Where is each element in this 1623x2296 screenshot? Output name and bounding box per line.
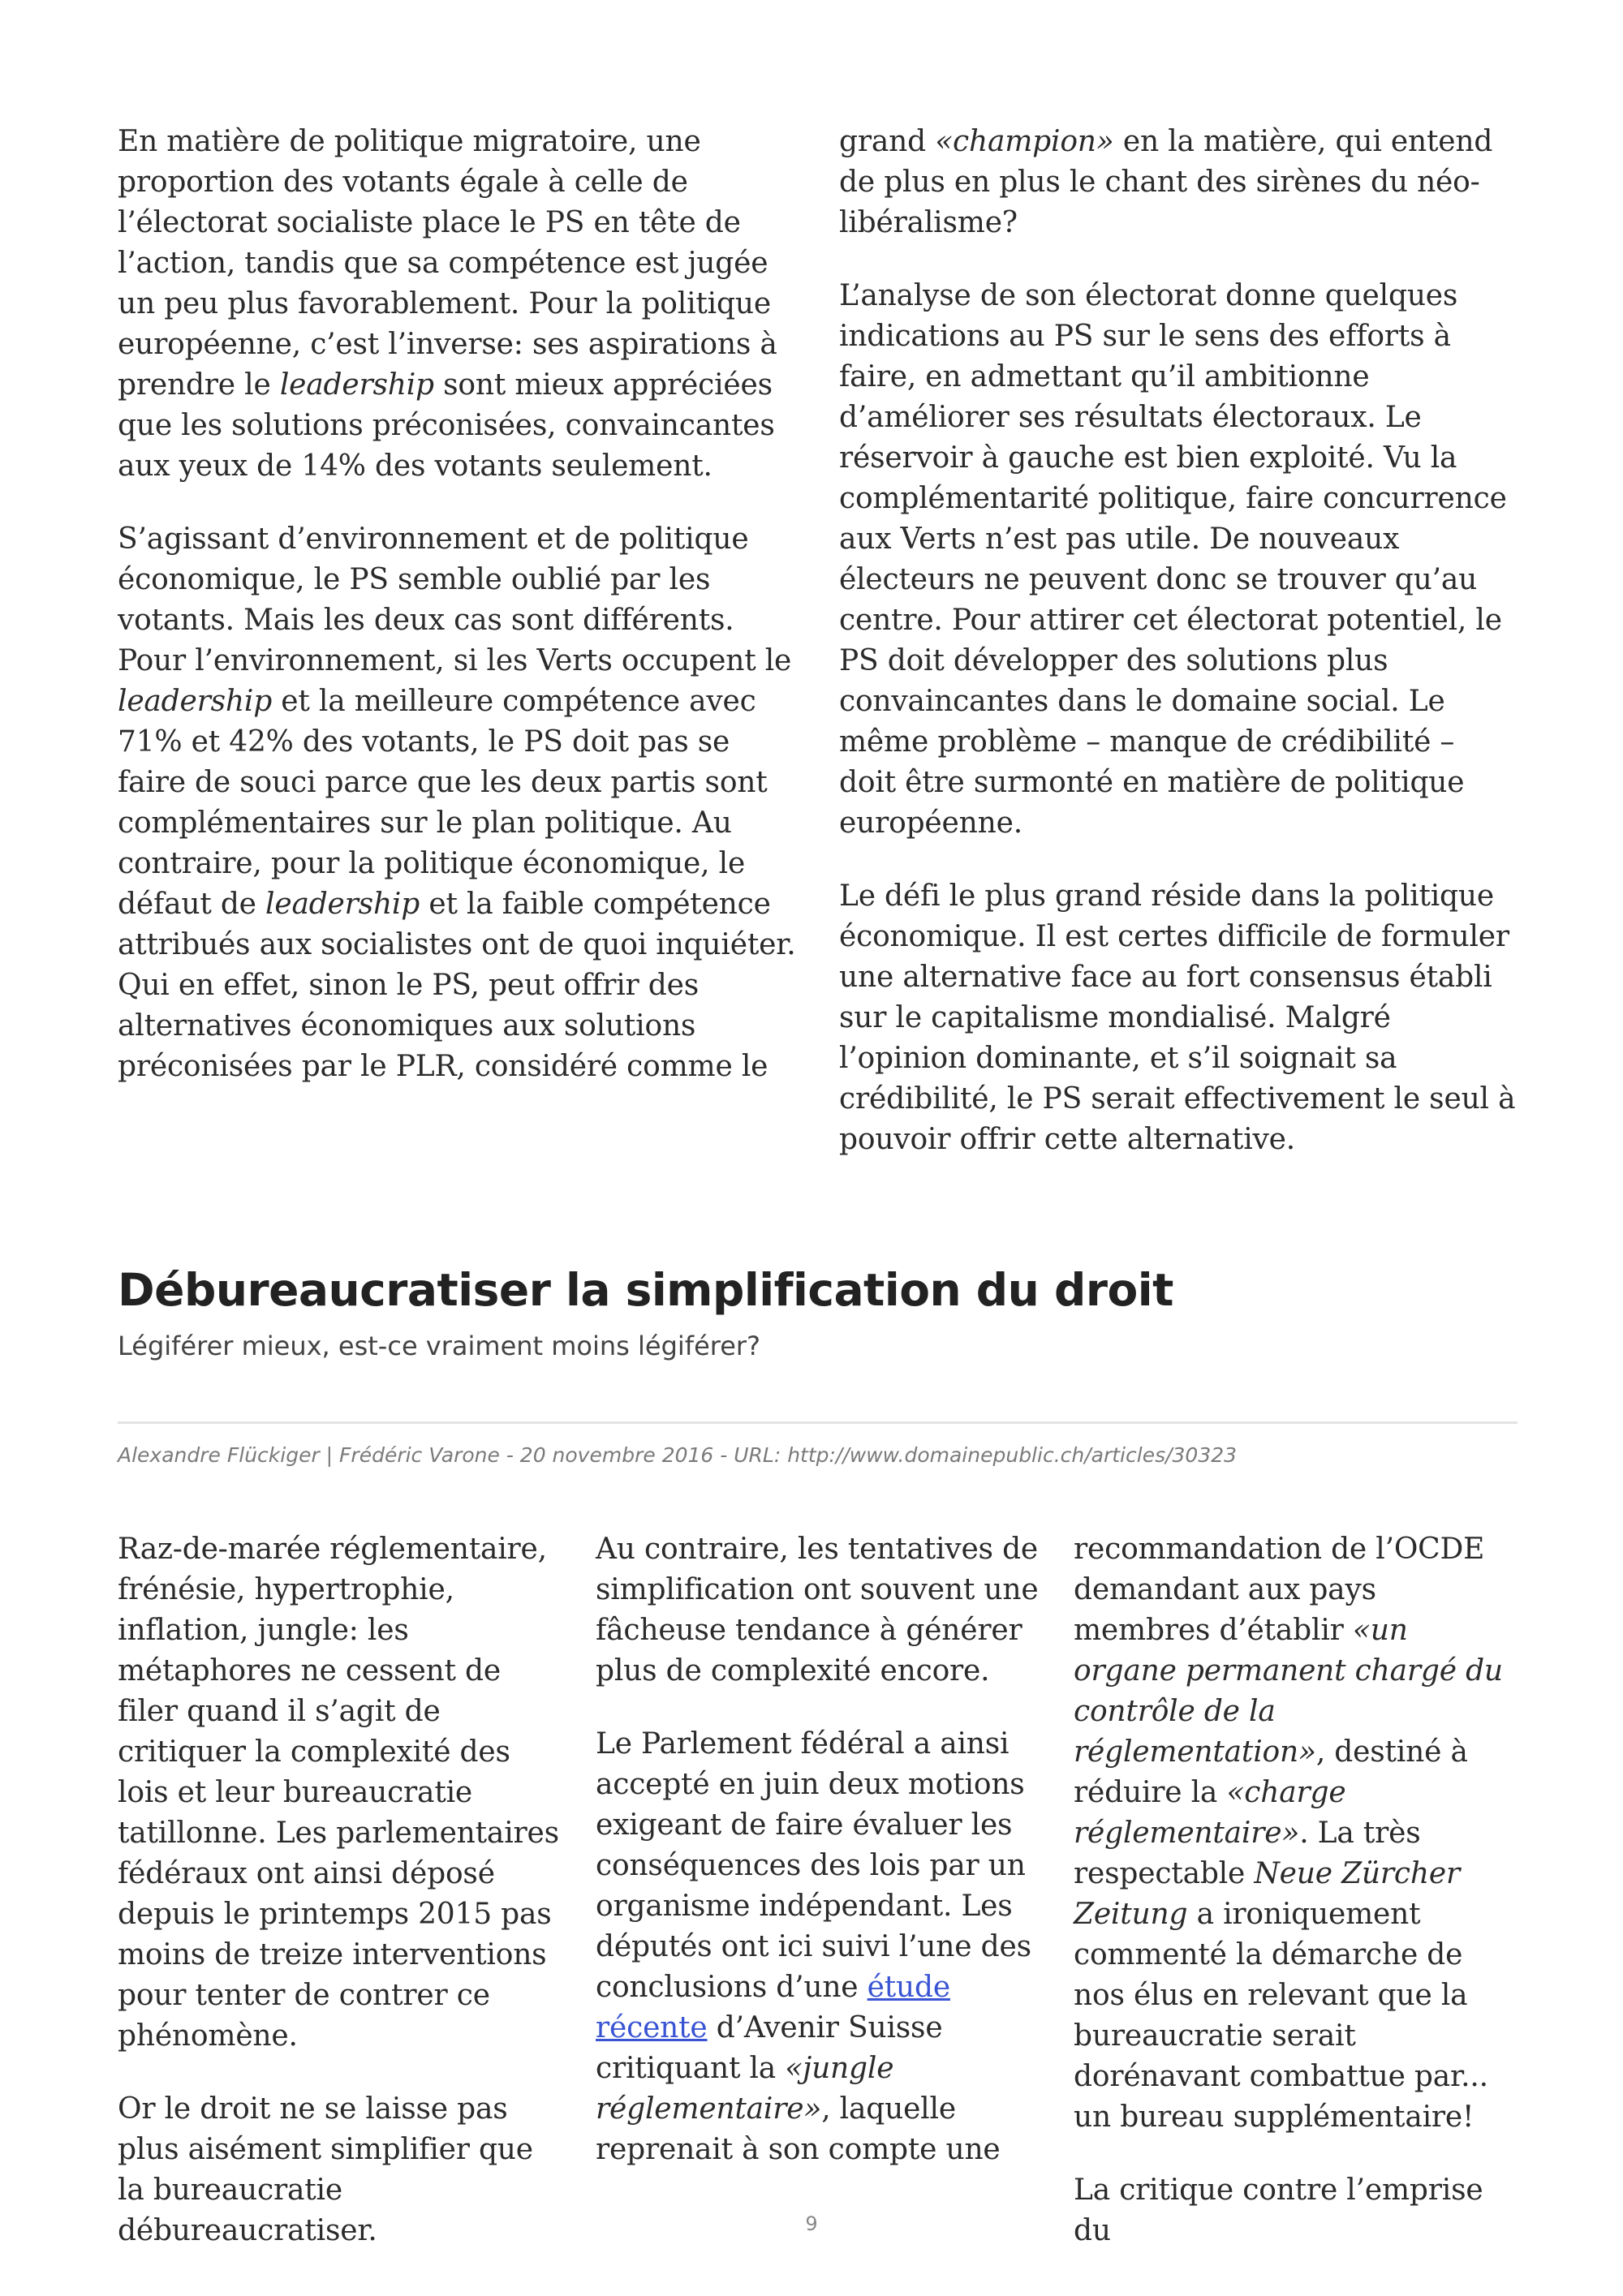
emphasis: leadership xyxy=(279,368,434,402)
paragraph: La critique contre l’emprise du xyxy=(1074,2173,1483,2247)
emphasis: Neue Zürcher Zeitung xyxy=(1074,1857,1460,1931)
article-column-1 xyxy=(118,1529,561,2251)
paragraph: Le Parlement fédéral a ainsi accepté en juin deux motions exigeant de faire évaluer les conséquences des lois par un organisme indépendant. Les députés ont ici suivi l’une des conclusions d’une étude récente d’Avenir Suisse critiquant la «jungle réglementaire», laquelle reprenait à son compte une xyxy=(596,1727,1031,2166)
article-body xyxy=(118,1529,1518,2251)
article-column-2 xyxy=(596,1529,1039,2251)
paragraph: L’analyse de son électorat donne quelques indications au PS sur le sens des efforts à faire, en admettant qu’il ambitionne d’améliorer ses résultats électoraux. Le réservoir à gauche est bien exploité. Vu la complémentarité politique, faire concurrence aux Verts n’est pas utile. De nouveaux électeurs ne peuvent donc se trouver qu’au centre. Pour attirer cet électorat potentiel, le PS doit développer des solutions plus convaincantes dans le domaine social. Le même problème – manque de crédibilité – doit être surmonté en matière de politique européenne. xyxy=(839,279,1507,840)
text-column-left xyxy=(118,122,796,1160)
emphasis: «jungle réglementaire» xyxy=(596,2052,894,2126)
paragraph: En matière de politique migratoire, une proportion des votants égale à celle de l’électorat socialiste place le PS en tête de l’action, tandis que sa compétence est jugée un peu plus favorablement. Pour la politique européenne, c’est l’inverse: ses aspirations à prendre le leadership sont mieux appréciées que les solutions préconisées, convaincantes aux yeux de 14% des votants seulement. xyxy=(118,125,777,483)
previous-article-continuation xyxy=(118,122,1518,1160)
header-divider xyxy=(118,1421,1518,1424)
article-subtitle: Légiférer mieux, est-ce vraiment moins légiférer? xyxy=(118,1331,761,1361)
emphasis: «un organe permanent chargé du contrôle de la réglementation» xyxy=(1074,1614,1503,1769)
article-header xyxy=(118,1262,1518,1364)
paragraph: grand «champion» en la matière, qui entend de plus en plus le chant des sirènes du néo-libéralisme? xyxy=(839,125,1493,239)
article-byline: Alexandre Flückiger | Frédéric Varone - 20 novembre 2016 - URL: http://www.domainepublic.ch/articles/30323 xyxy=(118,1443,1238,1467)
paragraph: recommandation de l’OCDE demandant aux pays membres d’établir «un organe permanent chargé du contrôle de la réglementation», destiné à réduire la «charge réglementaire». La très respectable Neue Zürcher Zeitung a ironiquement commenté la démarche de nos élus en relevant que la bureaucratie serait dorénavant combattue par... un bureau supplémentaire! xyxy=(1074,1533,1503,2134)
paragraph: Or le droit ne se laisse pas plus aisément simplifier que la bureaucratie débureaucratiser. xyxy=(118,2092,533,2247)
emphasis: «charge réglementaire» xyxy=(1074,1776,1346,1850)
article-title: Débureaucratiser la simplification du droit xyxy=(118,1264,1173,1316)
paragraph: S’agissant d’environnement et de politique économique, le PS semble oublié par les votants. Mais les deux cas sont différents. Pour l’environnement, si les Verts occupent le leadership et la meilleure compétence avec 71% et 42% des votants, le PS doit pas se faire de souci parce que les deux partis sont complémentaires sur le plan politique. Au contraire, pour la politique économique, le défaut de leadership et la faible compétence attribués aux socialistes ont de quoi inquiéter. Qui en effet, sinon le PS, peut offrir des alternatives économiques aux solutions préconisées par le PLR, considéré comme le xyxy=(118,522,796,1083)
paragraph: Au contraire, les tentatives de simplification ont souvent une fâcheuse tendance à générer plus de complexité encore. xyxy=(596,1533,1039,1688)
paragraph: Raz-de-marée réglementaire, frénésie, hypertrophie, inflation, jungle: les métaphores ne cessent de filer quand il s’agit de critiquer la complexité des lois et leur bureaucratie tatillonne. Les parlementaires fédéraux ont ainsi déposé depuis le printemps 2015 pas moins de treize interventions pour tenter de contrer ce phénomène. xyxy=(118,1533,559,2053)
text-column-right xyxy=(839,122,1518,1160)
emphasis: «champion» xyxy=(935,125,1114,158)
page-number: 9 xyxy=(805,2212,818,2235)
article-column-3 xyxy=(1074,1529,1517,2251)
paragraph: Le défi le plus grand réside dans la politique économique. Il est certes difficile de formuler une alternative face au fort consensus établi sur le capitalisme mondialisé. Malgré l’opinion dominante, et s’il soignait sa crédibilité, le PS serait effectivement le seul à pouvoir offrir cette alternative. xyxy=(839,879,1516,1156)
emphasis: leadership xyxy=(118,685,273,718)
emphasis: leadership xyxy=(265,888,420,921)
inline-link[interactable]: étude récente xyxy=(596,1971,950,2044)
